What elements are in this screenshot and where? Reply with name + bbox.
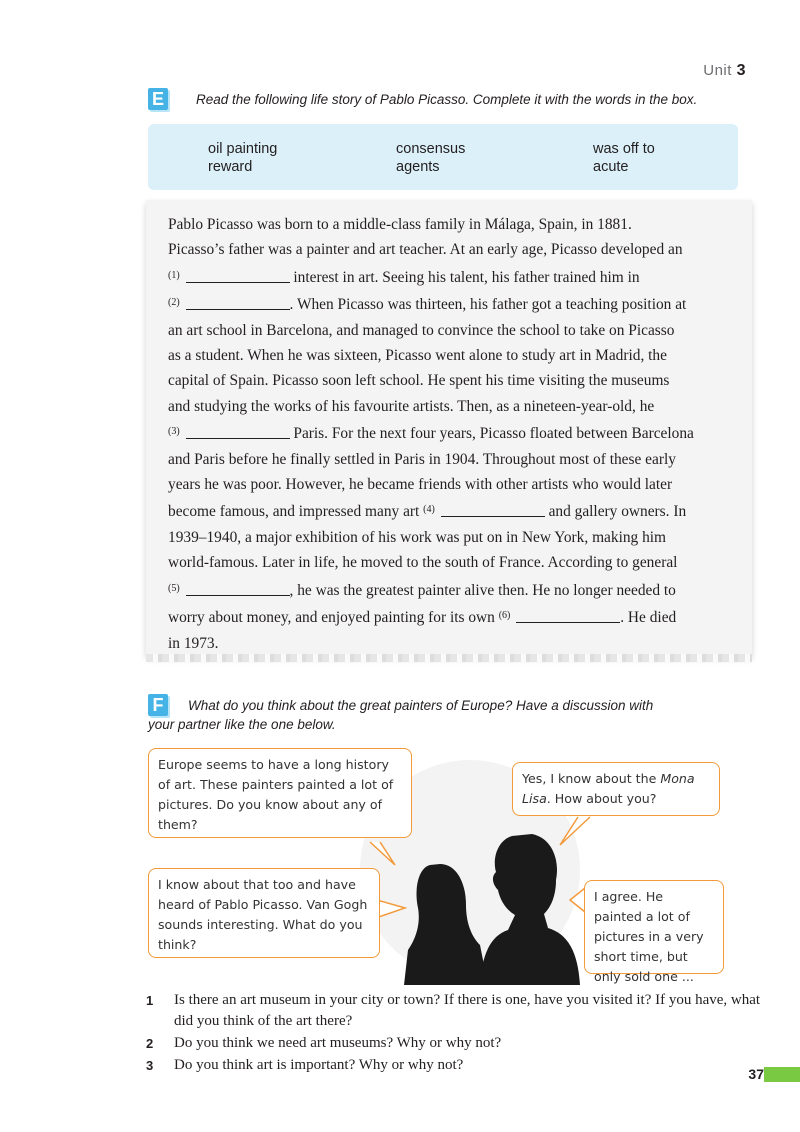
story-line: $^{(3)}$ Paris. For the next four years, Picasso floated between Barcelona	[168, 425, 694, 443]
story-line: $^{(1)}$ interest in art. Seeing his talent, his father trained him in	[168, 268, 640, 286]
blank-number: (4)	[423, 504, 435, 516]
story-line: an art school in Barcelona, and managed to convince the school to take on Picasso	[168, 321, 675, 339]
section-f-instruction-line2: your partner like the one below.	[148, 717, 336, 732]
question-item	[146, 990, 766, 1032]
speech-bubble-3: I know about that too and have heard of Pablo Picasso. Van Gogh sounds interesting. What do you think?	[148, 868, 380, 958]
unit-label	[703, 62, 746, 80]
story-line: $^{(2)}$ . When Picasso was thirteen, his father got a teaching position at	[168, 296, 687, 314]
blank-5[interactable]	[186, 583, 290, 596]
blank-number: (6)	[498, 610, 511, 622]
blank-2[interactable]	[186, 297, 290, 310]
story-line: capital of Spain. Picasso soon left school. He spent his time visiting the museums	[168, 372, 670, 390]
section-f-badge: F	[148, 694, 168, 716]
word-box	[148, 124, 738, 190]
discussion-questions	[146, 990, 766, 1077]
blank-number: (5)	[168, 582, 180, 594]
blank-number: (2)	[168, 297, 180, 309]
painting-title: Mona Lisa	[522, 771, 695, 806]
story-line: Picasso’s father was a painter and art teacher. At an early age, Picasso developed an	[168, 241, 683, 259]
question-text: Do you think art is important? Why or why not?	[174, 1057, 464, 1073]
story-text	[168, 212, 738, 656]
word-box-item: acute	[593, 159, 629, 175]
question-text: Is there an art museum in your city or town? If there is one, have you visited it? If you have, what did you think of the art there?	[174, 992, 761, 1029]
section-e-badge: E	[148, 88, 168, 110]
story-line: become famous, and impressed many art $^{(4)}$ and gallery owners. In	[168, 503, 687, 521]
unit-number: 3	[736, 62, 746, 79]
page-tab	[764, 1067, 800, 1082]
word-box-item: oil painting	[208, 141, 278, 157]
blank-3[interactable]	[186, 426, 290, 439]
story-line: and Paris before he finally settled in Paris in 1904. Throughout most of these early	[168, 450, 676, 468]
word-box-item: agents	[396, 159, 440, 175]
question-number: 2	[146, 1036, 154, 1051]
story-line: 1939–1940, a major exhibition of his work was put on in New York, making him	[168, 528, 667, 546]
story-line: and studying the works of his favourite artists. Then, as a nineteen-year-old, he	[168, 397, 655, 415]
page-number: 37	[748, 1066, 764, 1082]
word-box-item: was off to	[593, 141, 655, 157]
blank-4[interactable]	[441, 504, 545, 517]
story-line: as a student. When he was sixteen, Picasso went alone to study art in Madrid, the	[168, 347, 667, 365]
speech-bubble-2: Yes, I know about the Mona Lisa. How about you?	[512, 762, 720, 816]
story-line: world-famous. Later in life, he moved to the south of France. According to general	[168, 554, 678, 572]
speech-bubble-4: I agree. He painted a lot of pictures in a very short time, but only sold one ...	[584, 880, 724, 974]
question-number: 3	[146, 1058, 154, 1073]
story-card	[146, 200, 752, 656]
word-box-column-1	[208, 140, 277, 176]
word-box-item: reward	[208, 159, 253, 175]
question-item	[146, 1033, 766, 1054]
blank-6[interactable]	[516, 610, 620, 623]
story-line: worry about money, and enjoyed painting for its own $^{(6)}$ . He died	[168, 609, 677, 627]
unit-word: Unit	[703, 62, 732, 79]
question-number: 1	[146, 993, 154, 1008]
story-line: $^{(5)}$ , he was the greatest painter alive then. He no longer needed to	[168, 581, 676, 599]
word-box-column-3	[593, 140, 655, 176]
section-f-instruction-line1: What do you think about the great painters of Europe? Have a discussion with	[188, 698, 654, 713]
question-text: Do you think we need art museums? Why or why not?	[174, 1035, 502, 1051]
word-box-item: consensus	[396, 141, 466, 157]
speech-bubble-1: Europe seems to have a long history of art. These painters painted a lot of pictures. Do you know about any of them?	[148, 748, 412, 838]
story-line: years he was poor. However, he became friends with other artists who would later	[168, 476, 673, 494]
section-e-instruction: Read the following life story of Pablo Picasso. Complete it with the words in the box.	[196, 92, 698, 107]
word-box-column-2	[396, 140, 465, 176]
story-line: Pablo Picasso was born to a middle-class family in Málaga, Spain, in 1881.	[168, 216, 632, 233]
story-line: in 1973.	[168, 634, 219, 652]
blank-number: (1)	[168, 269, 180, 281]
blank-1[interactable]	[186, 270, 290, 283]
blank-number: (3)	[168, 426, 180, 438]
question-item	[146, 1055, 766, 1076]
